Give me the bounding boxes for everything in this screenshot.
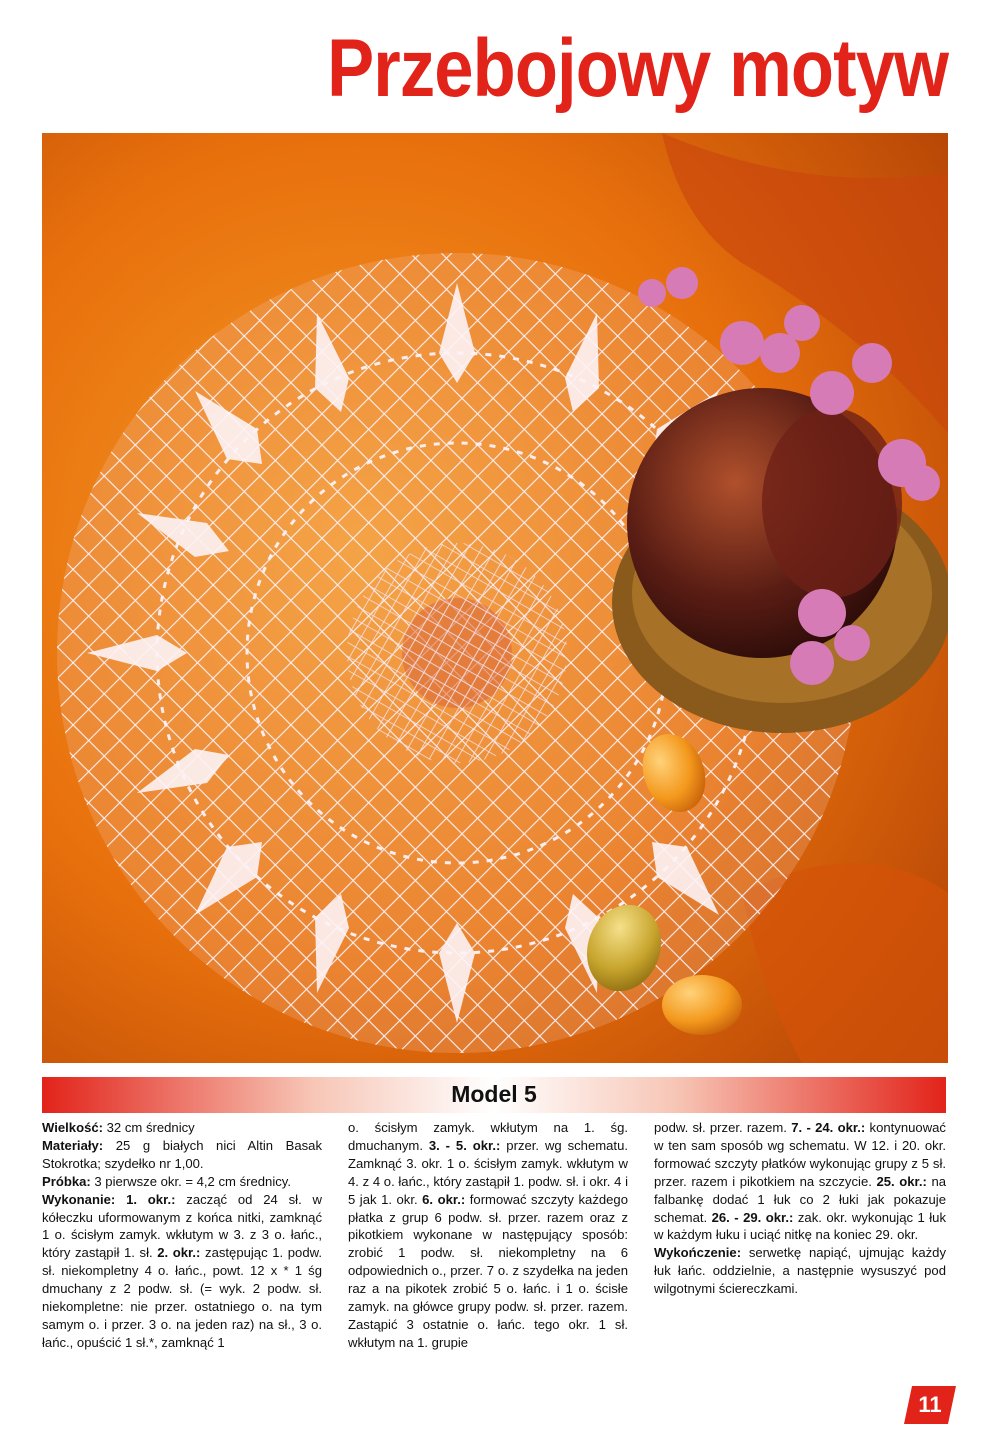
instructions-column-1 (42, 1119, 322, 1352)
finishing-label: Wykończenie: (654, 1245, 742, 1261)
col3-text-3: na falbankę dodać 1 łuk co 2 łuki jak pokazuje schemat. (654, 1173, 947, 1225)
orange-egg-2 (662, 975, 742, 1035)
instructions-column-3 (654, 1119, 946, 1298)
round26-29-label: 26. - 29. okr.: (711, 1209, 794, 1225)
page-title: Przebojowy motyw (326, 23, 948, 114)
doily-illustration (42, 133, 948, 1063)
col3-text-4: zak. okr. wykonując 1 łuk w każdym łuku i uciąć nitkę na koniec 29. okr. (654, 1209, 946, 1243)
materials-label: Materiały: (42, 1137, 104, 1153)
sample-text: 3 pierwsze okr. = 4,2 cm średnicy. (90, 1173, 291, 1189)
col2-text-2: przer. wg schematu. Zamknąć 3. okr. 1 o. ścisłym zamyk. wkłutym w 4. z 4 o. łańc., który zastąpił 1. podw. sł. i okr. 4 i 5 jak 1. okr. (348, 1137, 628, 1207)
model-label: Model 5 (451, 1081, 537, 1107)
sample-label: Próbka: (42, 1173, 91, 1189)
round3-5-label: 3. - 5. okr.: (428, 1137, 501, 1153)
model-banner (42, 1077, 946, 1113)
round2-text: zastępując 1. podw. sł. niekompletny 4 o. łańc., powt. 12 x * 1 śg dmuchany z 2 podw. sł. (= wyk. 2 podw. sł. niekompletne: nie przer. ostatniego o. na tym samym o. i przer. 3 o. na jeden raz) na sł., 3 o. łańc., opuścić 1 sł.*, zamknąć 1 (42, 1245, 322, 1350)
materials-text: 25 g białych nici Altin Basak Stokrotka; szydełko nr 1,00. (42, 1137, 322, 1171)
col3-text-1: podw. sł. przer. razem. (654, 1120, 792, 1135)
finishing-text: serwetkę napiąć, ujmując każdy łuk łańc. oddzielnie, a następnie wysuszyć pod wilgotnymi ściereczkami. (654, 1245, 946, 1297)
size-label: Wielkość: (42, 1120, 104, 1135)
size-text: 32 cm średnicy (103, 1120, 195, 1135)
execution-label: Wykonanie: 1. okr.: (42, 1191, 176, 1207)
col2-text-1: o. ścisłym zamyk. wkłutym na 1. śg. dmuchanym. (348, 1120, 628, 1153)
col3-text-2: kontynuować w ten sam sposób wg schematu. W 12. i 20. okr. formować szczyty płatków wykonując grupy z 5 sł. przer. razem i pikotkiem na szczycie. (654, 1120, 946, 1189)
page-number-badge (904, 1386, 956, 1424)
round6-label: 6. okr.: (422, 1191, 466, 1207)
execution-text: zacząć od 24 sł. w kółeczku uformowanym z końca nitki, zamknąć 1 o. ścisłym zamyk. wkłutym w 3. z 3 o. łańc., który zastąpił 1. sł. (42, 1191, 323, 1261)
doily-photo (42, 133, 948, 1063)
col2-text-3: formować szczyty każdego płatka z grup 6 podw. sł. przer. razem oraz z pikotkiem wykonane w następujący sposób: zrobić 1 podw. sł. niekompletny na 6 odpowiednich o., przer. 7 o. z szydełka na jeden raz a na pikotek zrobić 5 o. łańc. i 1 o. ścisłe zamyk. na główce grupy podw. sł. przer. razem. Zastąpić 3 ostatnie o. łańc. tego okr. 1 sł. wkłutym na 1. grupie (348, 1191, 628, 1350)
round2-label: 2. okr.: (152, 1245, 201, 1261)
round7-24-label: 7. - 24. okr.: (791, 1120, 866, 1135)
page-number: 11 (918, 1392, 942, 1417)
instructions-column-2 (348, 1119, 628, 1352)
round25-label: 25. okr.: (876, 1173, 927, 1189)
